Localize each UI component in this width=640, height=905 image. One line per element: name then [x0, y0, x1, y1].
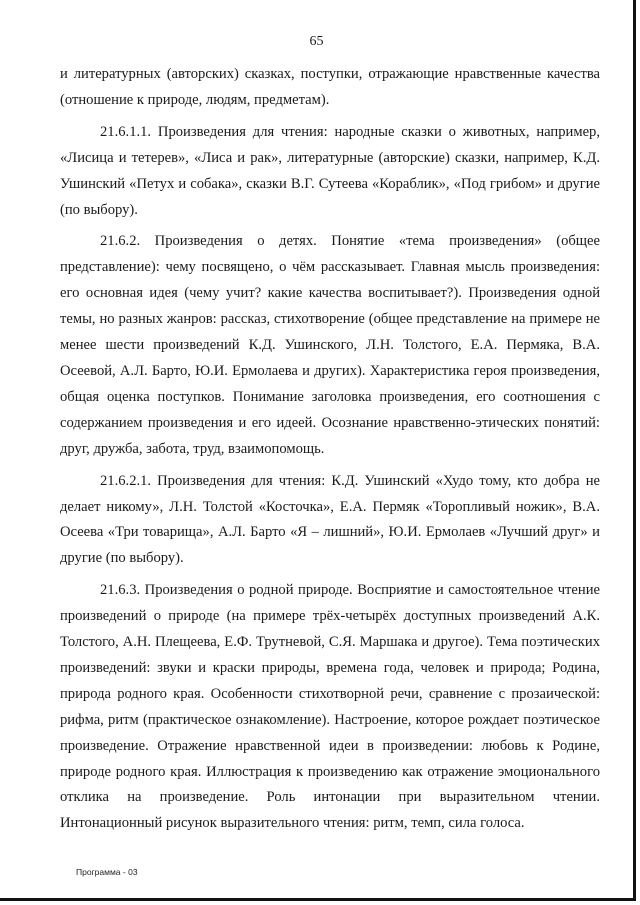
page-number: 65: [309, 34, 324, 49]
paragraph-21-6-3: 21.6.3. Произведения о родной природе. Восприятие и самостоятельное чтение произведений о природе (на примере трёх-четырёх доступных произведений А.К. Толстого, А.Н. Плещеева, Е.Ф. Трутневой, С.Я. Маршака и другое). Тема поэтических произведений: звуки и краски природы, времена года, человек и природа; Родина, природа родного края. Особенности стихотворной речи, сравнение с прозаической: рифма, ритм (практическое ознакомление). Настроение, которое рождает поэтическое произведение. Отражение нравственной идеи в произведении: любовь к Родине, природе родного края. Иллюстрация к произведению как отражение эмоционального отклика на произведение. Роль интонации при выразительном чтении. Интонационный рисунок выразительного чтения: ритм, темп, сила голоса.: [60, 582, 600, 832]
paragraph-continuation: и литературных (авторских) сказках, поступки, отражающие нравственные качества (отношение к природе, людям, предметам).: [60, 66, 600, 108]
page-footer: Программа - 03: [76, 867, 138, 877]
paragraph-21-6-2-1: 21.6.2.1. Произведения для чтения: К.Д. Ушинский «Худо тому, кто добра не делает никому», Л.Н. Толстой «Косточка», Е.А. Пермяк «Торопливый ножик», В.А. Осеева «Три товарища», А.Л. Барто «Я – лишний», Ю.И. Ермолаев «Лучший друг» и другие (по выбору).: [60, 472, 600, 567]
paragraph-21-6-2: 21.6.2. Произведения о детях. Понятие «тема произведения» (общее представление): чему посвящено, о чём рассказывает. Главная мысль произведения: его основная идея (чему учит? какие качества воспитывает?). Произведения одной темы, но разных жанров: рассказ, стихотворение (общее представление на примере не менее шести произведений К.Д. Ушинского, Л.Н. Толстого, Е.А. Пермяка, В.А. Осеевой, А.Л. Барто, Ю.И. Ермолаева и других). Характеристика героя произведения, общая оценка поступков. Понимание заголовка произведения, его соотношения с содержанием произведения и его идеей. Осознание нравственно-этических понятий: друг, дружба, забота, труд, взаимопомощь.: [60, 233, 600, 457]
paragraph-21-6-1-1: 21.6.1.1. Произведения для чтения: народные сказки о животных, например, «Лисица и тетерев», «Лиса и рак», литературные (авторские) сказки, например, К.Д. Ушинский «Петух и собака», сказки В.Г. Сутеева «Кораблик», «Под грибом» и другие (по выбору).: [60, 123, 600, 218]
page-body: [60, 62, 600, 843]
